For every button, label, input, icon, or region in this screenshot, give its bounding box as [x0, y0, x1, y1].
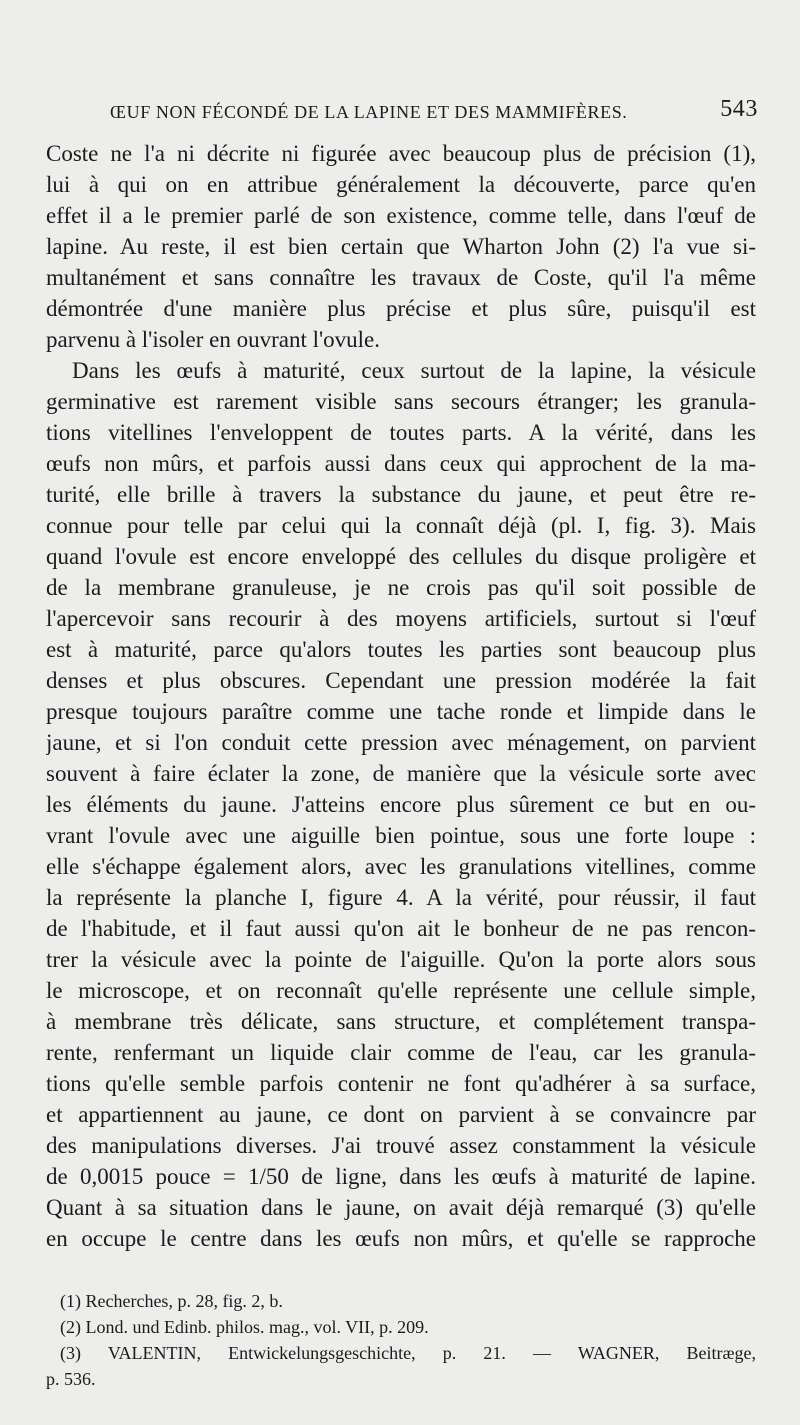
- text-line: lapine. Au reste, il est bien certain que Wharton John (2) l'a vue si-: [46, 234, 756, 259]
- running-title: ŒUF NON FÉCONDÉ DE LA LAPINE ET DES MAMMIFÈRES.: [110, 102, 628, 122]
- text-line: germinative est rarement visible sans secours étranger; les granula-: [46, 389, 756, 414]
- footnote: (3) VALENTIN, Entwickelungsgeschichte, p. 21. — WAGNER, Beitræge,: [60, 1343, 756, 1363]
- text-line: Dans les œufs à maturité, ceux surtout de la lapine, la vésicule: [72, 358, 756, 383]
- running-header: [110, 92, 758, 128]
- text-line: trer la vésicule avec la pointe de l'aiguille. Qu'on la porte alors sous: [46, 947, 756, 972]
- text-line: de 0,0015 pouce = 1/50 de ligne, dans les œufs à maturité de lapine.: [46, 1164, 756, 1189]
- text-line: de la membrane granuleuse, je ne crois pas qu'il soit possible de: [46, 575, 756, 600]
- text-line: démontrée d'une manière plus précise et plus sûre, puisqu'il est: [46, 296, 756, 321]
- text-line: de l'habitude, et il faut aussi qu'on ait le bonheur de ne pas rencon-: [46, 916, 756, 941]
- footnote: (1) Recherches, p. 28, fig. 2, b.: [60, 1291, 283, 1311]
- text-line: quand l'ovule est encore enveloppé des cellules du disque proligère et: [46, 544, 756, 569]
- text-line: tions vitellines l'enveloppent de toutes parts. A la vérité, dans les: [46, 420, 756, 445]
- text-line: turité, elle brille à travers la substance du jaune, et peut être re-: [46, 482, 756, 507]
- text-line: la représente la planche I, figure 4. A la vérité, pour réussir, il faut: [46, 885, 756, 910]
- footnotes: [46, 1288, 756, 1392]
- text-line: œufs non mûrs, et parfois aussi dans ceux qui approchent de la ma-: [46, 451, 756, 476]
- text-line: à membrane très délicate, sans structure, et complétement transpa-: [46, 1009, 756, 1034]
- footnote-continuation: p. 536.: [46, 1369, 96, 1389]
- text-line: le microscope, et on reconnaît qu'elle représente une cellule simple,: [46, 978, 756, 1003]
- text-line: presque toujours paraître comme une tache ronde et limpide dans le: [46, 699, 756, 724]
- text-line: souvent à faire éclater la zone, de manière que la vésicule sorte avec: [46, 761, 756, 786]
- text-line: en occupe le centre dans les œufs non mûrs, et qu'elle se rapproche: [46, 1226, 756, 1251]
- main-text: [46, 138, 756, 1254]
- text-line: jaune, et si l'on conduit cette pression avec ménagement, on parvient: [46, 730, 756, 755]
- text-line: connue pour telle par celui qui la connaît déjà (pl. I, fig. 3). Mais: [46, 513, 756, 538]
- text-line: tions qu'elle semble parfois contenir ne font qu'adhérer à sa surface,: [46, 1071, 756, 1096]
- text-line: effet il a le premier parlé de son existence, comme telle, dans l'œuf de: [46, 203, 756, 228]
- text-line: des manipulations diverses. J'ai trouvé assez constamment la vésicule: [46, 1133, 756, 1158]
- text-line: Coste ne l'a ni décrite ni figurée avec beaucoup plus de précision (1),: [46, 141, 756, 166]
- text-line: lui à qui on en attribue généralement la découverte, parce qu'en: [46, 172, 756, 197]
- text-line: rente, renfermant un liquide clair comme de l'eau, car les granula-: [46, 1040, 756, 1065]
- footnote: (2) Lond. und Edinb. philos. mag., vol. VII, p. 209.: [60, 1317, 429, 1337]
- text-line: Quant à sa situation dans le jaune, on avait déjà remarqué (3) qu'elle: [46, 1195, 756, 1220]
- text-line: elle s'échappe également alors, avec les granulations vitellines, comme: [46, 854, 756, 879]
- text-line: est à maturité, parce qu'alors toutes les parties sont beaucoup plus: [46, 637, 756, 662]
- text-line: multanément et sans connaître les travaux de Coste, qu'il l'a même: [46, 265, 756, 290]
- page-number: 543: [720, 96, 758, 122]
- text-line: parvenu à l'isoler en ouvrant l'ovule.: [46, 327, 381, 352]
- text-line: denses et plus obscures. Cependant une pression modérée la fait: [46, 668, 756, 693]
- text-line: vrant l'ovule avec une aiguille bien pointue, sous une forte loupe :: [46, 823, 756, 848]
- text-line: l'apercevoir sans recourir à des moyens artificiels, surtout si l'œuf: [46, 606, 756, 631]
- text-line: et appartiennent au jaune, ce dont on parvient à se convaincre par: [46, 1102, 756, 1127]
- text-line: les éléments du jaune. J'atteins encore plus sûrement ce but en ou-: [46, 792, 756, 817]
